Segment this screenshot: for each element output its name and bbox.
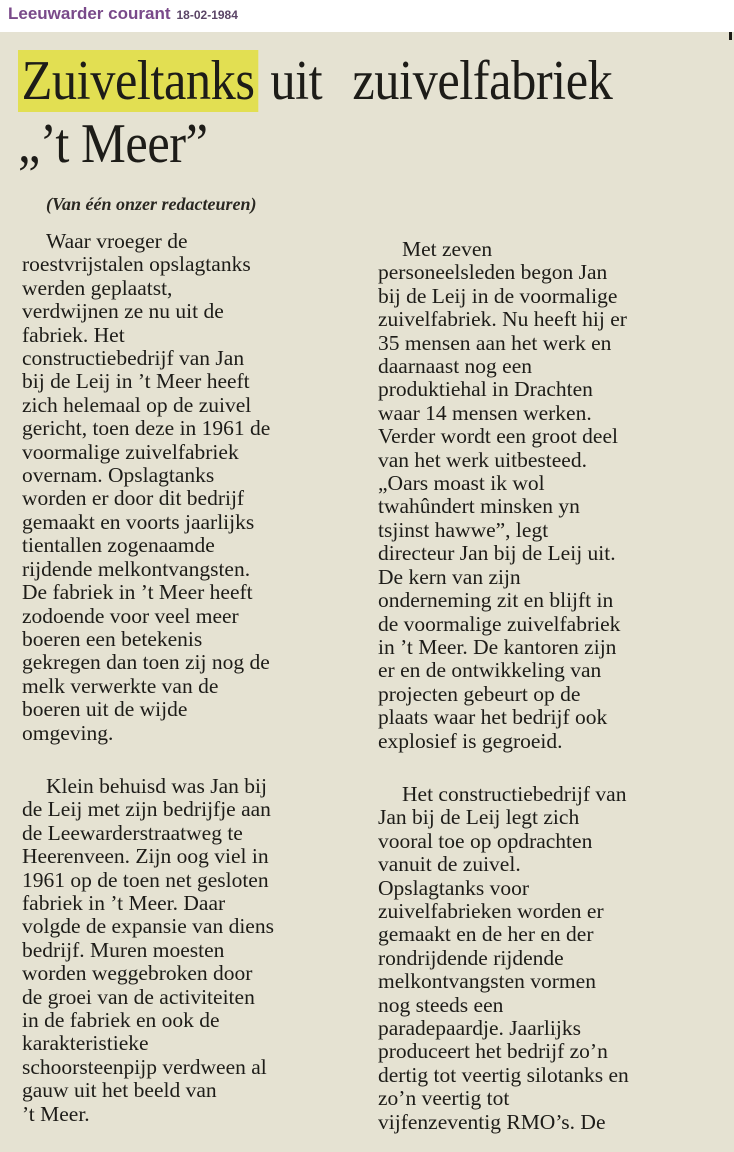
paragraph-gap <box>22 745 362 775</box>
article-text-line: produceert het bedrijf zo’n <box>378 1039 608 1064</box>
article-text-line: fabriek. Het <box>22 322 125 347</box>
article-column-right <box>378 238 718 1134</box>
article-text-line: bedrijf. Muren moesten <box>22 937 225 962</box>
article-text-line: ’t Meer. <box>22 1101 90 1126</box>
article-text-line: Verder wordt een groot deel <box>378 424 618 449</box>
article-text-line: constructiebedrijf van Jan <box>22 346 245 371</box>
article-text-line: waar 14 mensen werken. <box>378 400 592 425</box>
article-text-line: zuivelfabriek. Nu heeft hij er <box>378 307 627 332</box>
article-text-line: Het constructiebedrijf van <box>402 781 627 806</box>
article-text-line: rondrijdende rijdende <box>378 945 564 970</box>
article-text-line: roestvrijstalen opslagtanks <box>22 252 251 277</box>
headline-line-2: „’t Meer” <box>18 112 208 175</box>
article-text-line: Met zeven <box>402 237 493 261</box>
article-text-line: dertig tot veertig silotanks en <box>378 1062 629 1087</box>
article-text-line: in ’t Meer. De kantoren zijn <box>378 634 617 659</box>
article-text-line: verdwijnen ze nu uit de <box>22 299 224 324</box>
article-text-line: gauw uit het beeld van <box>22 1078 217 1103</box>
newspaper-name[interactable]: Leeuwarder courant <box>8 4 171 23</box>
article-text-line: van het werk uitbesteed. <box>378 447 587 472</box>
headline-highlighted-word: Zuiveltanks <box>18 50 258 112</box>
headline-word-zuivelfabriek: zuivelfabriek <box>352 50 613 112</box>
article-text-line: gericht, toen deze in 1961 de <box>22 416 271 441</box>
article-text-line: projecten gebeurt op de <box>378 681 581 706</box>
article-text-line: gekregen dan toen zij nog de <box>22 650 270 675</box>
article-text-line: boeren uit de wijde <box>22 697 188 722</box>
article-text-line: karakteristieke <box>22 1031 149 1056</box>
article-text-line: Jan bij de Leij legt zich <box>378 805 580 830</box>
article-text-line: Waar vroeger de <box>46 229 188 253</box>
article-text-line: zich helemaal op de zuivel <box>22 392 252 417</box>
paragraph-gap <box>378 753 718 783</box>
article-text-line: De kern van zijn <box>378 564 521 589</box>
article-text-line: de voormalige zuivelfabriek <box>378 611 621 636</box>
article-text-line: zuivelfabrieken worden er <box>378 898 604 923</box>
article-text-line: voormalige zuivelfabriek <box>22 439 239 464</box>
article-text-line: er en de ontwikkeling van <box>378 658 602 683</box>
article-text-line: fabriek in ’t Meer. Daar <box>22 890 226 915</box>
article-text-line: de Leewarderstraatweg te <box>22 820 243 845</box>
article-text-line: directeur Jan bij de Leij uit. <box>378 541 616 566</box>
article-text-line: vijfenzeventig RMO’s. De <box>378 1109 606 1134</box>
article-text-line: worden weggebroken door <box>22 961 253 986</box>
article-text-line: gemaakt en de her en der <box>378 922 594 947</box>
article-text-line: tsjinst hawwe”, legt <box>378 517 549 542</box>
article-text-line: Opslagtanks voor <box>378 875 530 900</box>
article-text-line: in de fabriek en ook de <box>22 1008 220 1032</box>
article-text-line: zo’n veertig tot <box>378 1086 510 1111</box>
article-text-line: vanuit de zuivel. <box>378 852 521 877</box>
article-text-line: schoorsteenpijp verdween al <box>22 1054 267 1079</box>
article-text-line: de groei van de activiteiten <box>22 984 255 1009</box>
article-text-line: bij de Leij in ’t Meer heeft <box>22 369 250 394</box>
article-text-line: De fabriek in ’t Meer heeft <box>22 580 253 605</box>
article-text-line: bij de Leij in de voormalige <box>378 283 618 308</box>
article-text-line: gemaakt en voorts jaarlijks <box>22 509 255 534</box>
article-text-line: omgeving. <box>22 720 114 745</box>
article-text-line: boeren een betekenis <box>22 626 203 651</box>
article-text-line: nog steeds een <box>378 992 504 1017</box>
article-text-line: worden er door dit bedrijf <box>22 486 245 511</box>
article-text-line: twahûndert minsken yn <box>378 494 580 519</box>
article-column-left <box>22 230 362 1126</box>
masthead <box>8 4 238 30</box>
article-text-line: 1961 op de toen net gesloten <box>22 867 269 892</box>
article-text-line: Heerenveen. Zijn oog viel in <box>22 844 269 869</box>
article-text-line: melkontvangsten vormen <box>378 969 596 994</box>
article-text-line: paradepaardje. Jaarlijks <box>378 1016 581 1040</box>
scan-edge-mark <box>729 32 732 40</box>
article-text-line: Klein behuisd was Jan bij <box>46 773 267 798</box>
publication-date: 18-02-1984 <box>176 8 238 22</box>
article-text-line: plaats waar het bedrijf ook <box>378 705 608 730</box>
article-text-line: tientallen zogenaamde <box>22 533 215 558</box>
article-text-line: produktiehal in Drachten <box>378 377 593 402</box>
article-text-line: overnam. Opslagtanks <box>22 463 215 488</box>
article-text-line: de Leij met zijn bedrijfje aan <box>22 797 271 822</box>
headline-line-1 <box>18 50 612 113</box>
article-text-line: volgde de expansie van diens <box>22 914 274 939</box>
article-text-line: zodoende voor veel meer <box>22 603 239 628</box>
article-text-line: daarnaast nog een <box>378 354 533 379</box>
article-text-line: 35 mensen aan het werk en <box>378 330 612 355</box>
article-text-line: personeelsleden begon Jan <box>378 260 608 285</box>
headline-word-uit: uit <box>270 50 323 112</box>
headline <box>18 50 612 175</box>
article-text-line: onderneming zit en blijft in <box>378 588 614 613</box>
article-text-line: melk verwerkte van de <box>22 673 219 698</box>
byline: (Van één onzer redacteuren) <box>46 194 257 214</box>
article-text-line: werden geplaatst, <box>22 275 173 300</box>
article-text-line: vooral toe op opdrachten <box>378 828 593 853</box>
newspaper-clipping <box>0 32 734 1152</box>
article-text-line: rijdende melkontvangsten. <box>22 556 251 581</box>
article-text-line: „Oars moast ik wol <box>378 471 545 496</box>
article-text-line: explosief is gegroeid. <box>378 728 563 753</box>
